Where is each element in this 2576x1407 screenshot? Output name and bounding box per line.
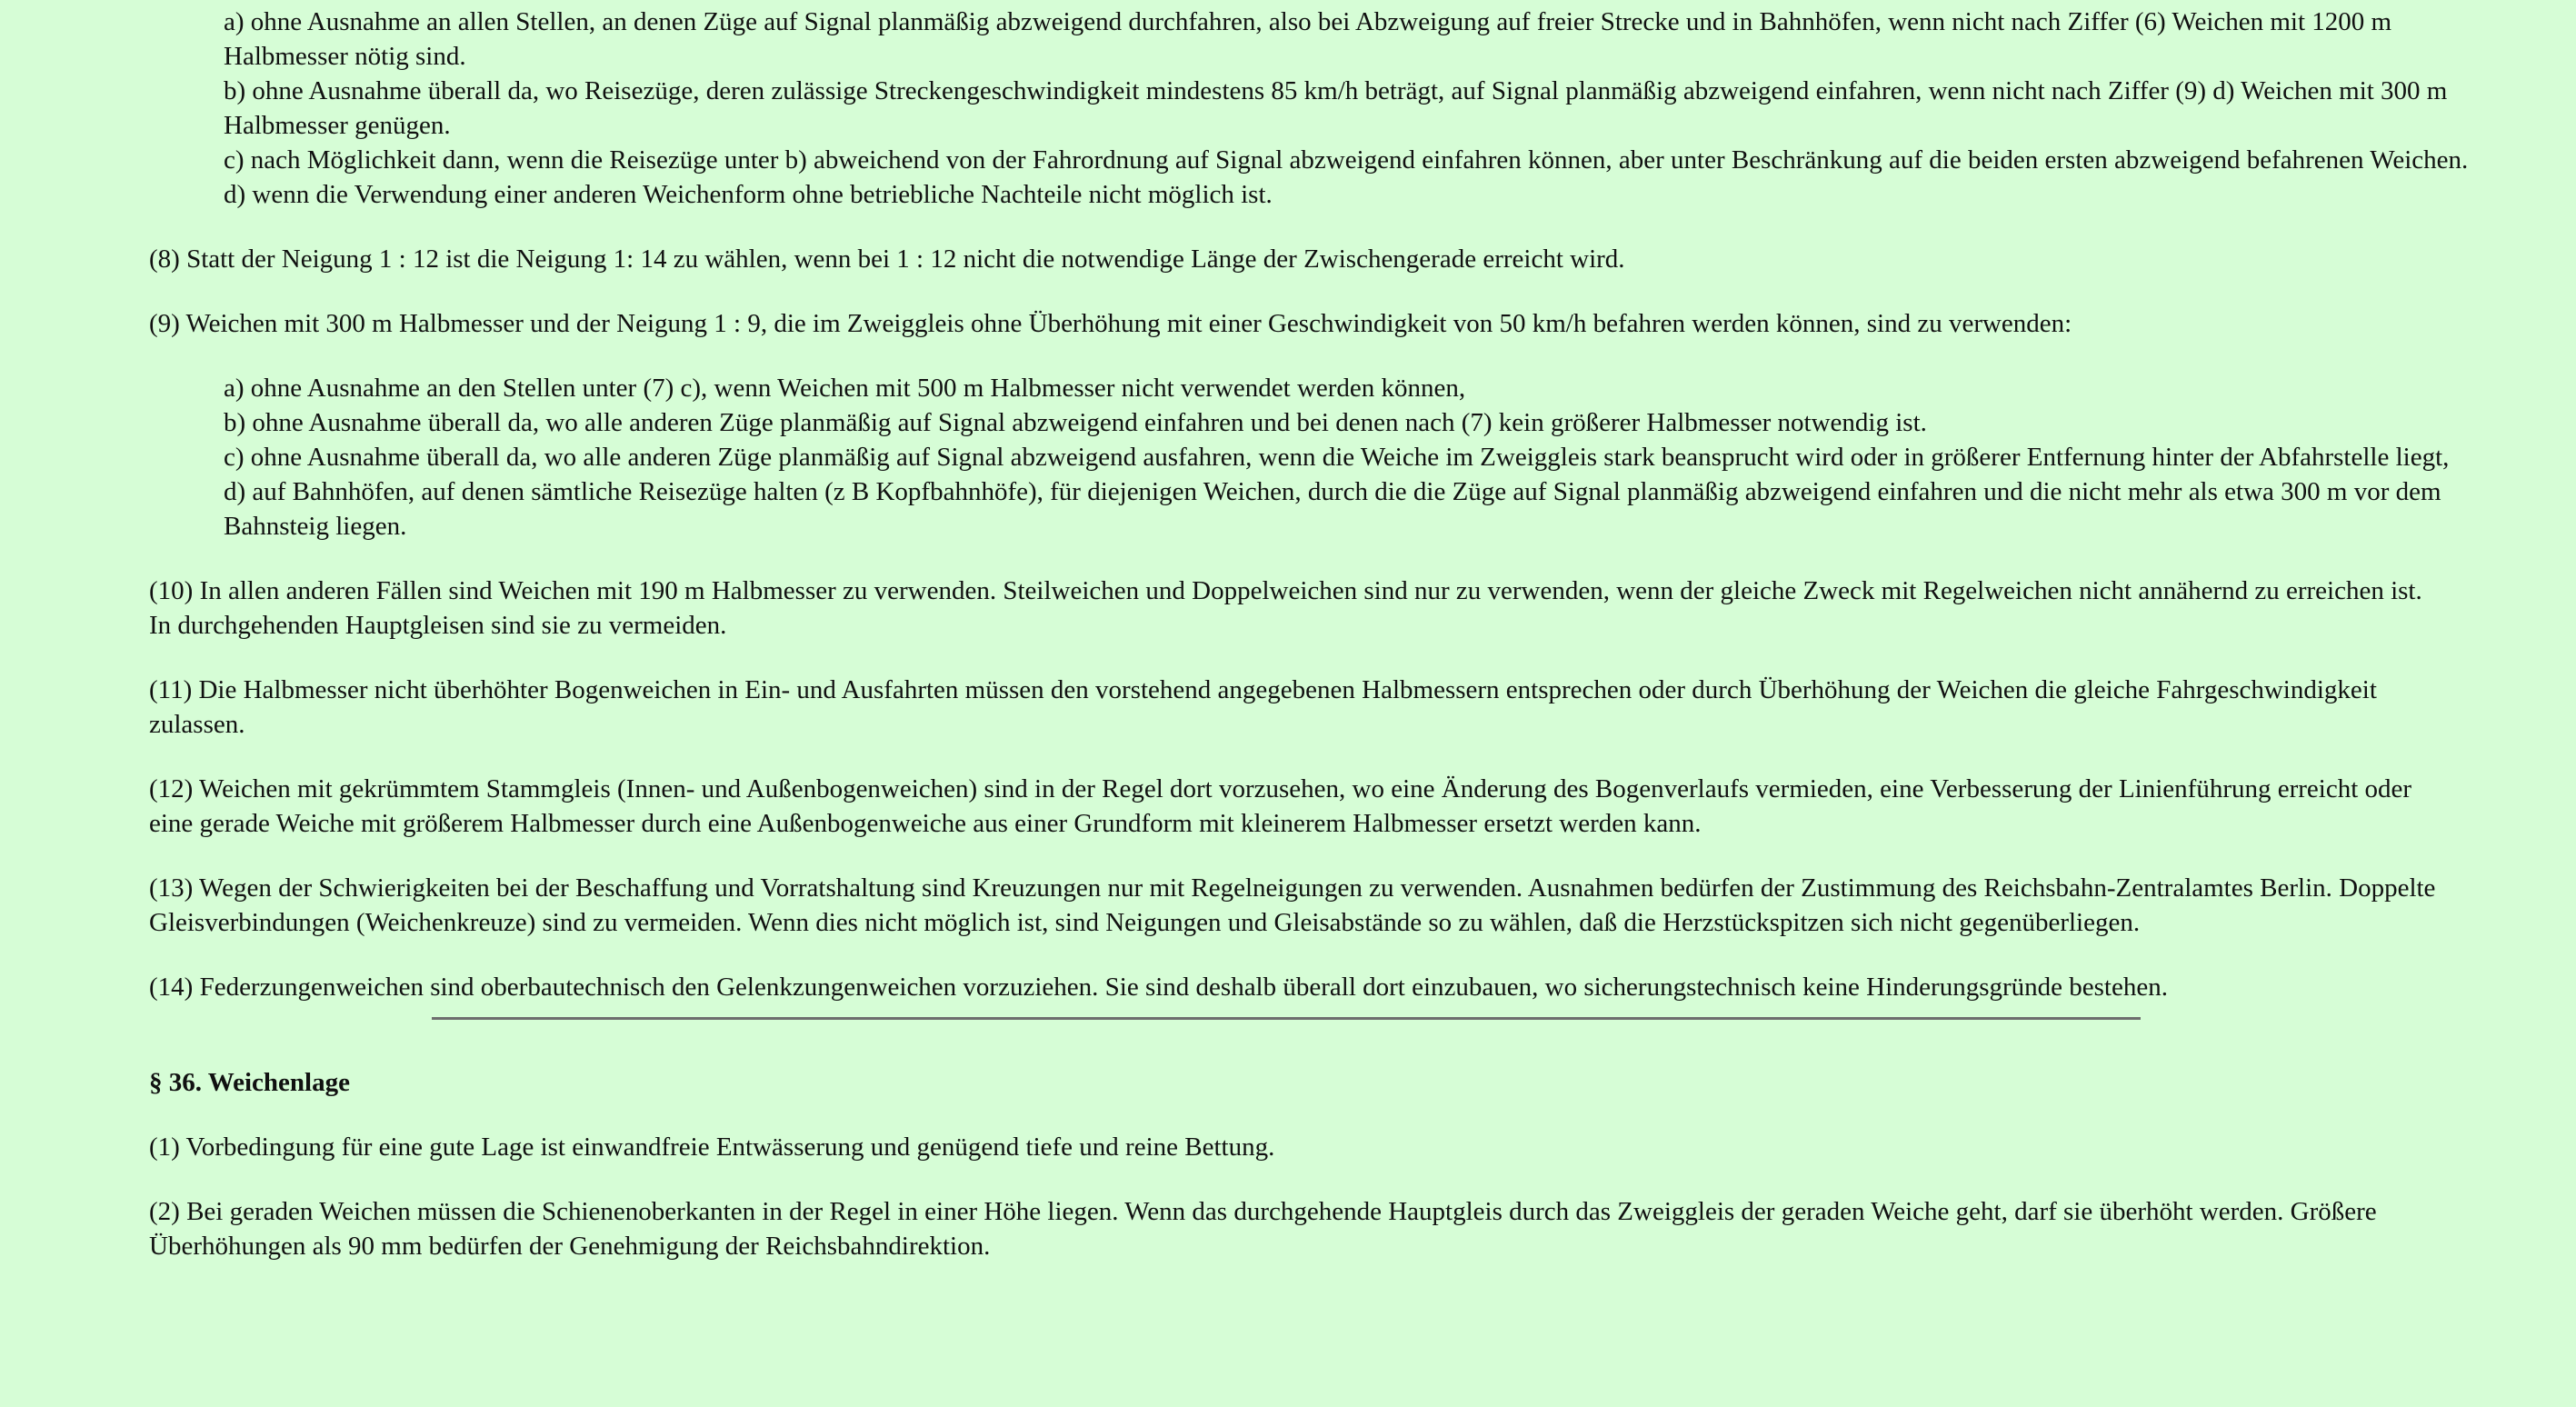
list-item-9b: b) ohne Ausnahme überall da, wo alle anderen Züge planmäßig auf Signal abzweigend einfahren und bei denen nach (7) kein größerer Halbmesser notwendig ist. — [224, 408, 1927, 437]
section-36-paragraph-1: (1) Vorbedingung für eine gute Lage ist einwandfreie Entwässerung und genügend tiefe und reine Bettung. — [149, 1133, 1275, 1162]
paragraph-10: (10) In allen anderen Fällen sind Weichen mit 190 m Halbmesser zu verwenden. Steilweichen und Doppelweichen sind nur zu verwenden, wenn der gleiche Zweck mit Regelweichen nicht annähernd zu erreichen ist. In durchgehenden Hauptgleisen sind sie zu vermeiden. — [149, 576, 2422, 640]
list-item-7b: b) ohne Ausnahme überall da, wo Reisezüge, deren zulässige Streckengeschwindigkeit mindestens 85 km/h beträgt, auf Signal planmäßig abzweigend einfahren, wenn nicht nach Ziffer (9) d) Weichen mit 300 m Halbmesser genügen. — [224, 76, 2448, 140]
list-item-7c: c) nach Möglichkeit dann, wenn die Reisezüge unter b) abweichend von der Fahrordnung auf Signal abzweigend einfahren können, aber unter Beschränkung auf die beiden ersten abzweigend befahrenen Weichen. — [224, 145, 2469, 175]
paragraph-13: (13) Wegen der Schwierigkeiten bei der Beschaffung und Vorratshaltung sind Kreuzungen nur mit Regelneigungen zu verwenden. Ausnahmen bedürfen der Zustimmung des Reichsbahn-Zentralamtes Berlin. Doppelte Gleisverbindungen (Weichenkreuze) sind zu vermeiden. Wenn dies nicht möglich ist, sind Neigungen und Gleisabstände so zu wählen, daß die Herzstückspitzen sich nicht gegenüberliegen. — [149, 873, 2436, 937]
list-paragraph-7 — [224, 5, 2514, 212]
paragraph-14: (14) Federzungenweichen sind oberbautechnisch den Gelenkzungenweichen vorzuziehen. Sie sind deshalb überall dort einzubauen, wo sicherungstechnisch keine Hinderungsgründe bestehen. — [149, 973, 2168, 1002]
list-item-9c: c) ohne Ausnahme überall da, wo alle anderen Züge planmäßig auf Signal abzweigend ausfahren, wenn die Weiche im Zweiggleis stark beansprucht wird oder in größerer Entfernung hinter der Abfahrstelle liegt, — [224, 443, 2450, 472]
paragraph-12: (12) Weichen mit gekrümmtem Stammgleis (Innen- und Außenbogenweichen) sind in der Regel dort vorzusehen, wo eine Änderung des Bogenverlaufs vermieden, eine Verbesserung der Linienführung erreicht oder eine gerade Weiche mit größerem Halbmesser durch eine Außenbogenweiche aus einer Grundform mit kleinerem Halbmesser ersetzt werden kann. — [149, 774, 2412, 838]
list-item-7a: a) ohne Ausnahme an allen Stellen, an denen Züge auf Signal planmäßig abzweigend durchfahren, also bei Abzweigung auf freier Strecke und in Bahnhöfen, wenn nicht nach Ziffer (6) Weichen mit 1200 m Halbmesser nötig sind. — [224, 7, 2392, 71]
section-36-paragraph-2: (2) Bei geraden Weichen müssen die Schienenoberkanten in der Regel in einer Höhe liegen. Wenn das durchgehende Hauptgleis durch das Zweiggleis der geraden Weiche geht, darf sie überhöht werden. Größere Überhöhungen als 90 mm bedürfen der Genehmigung der Reichsbahndirektion. — [149, 1197, 2377, 1261]
list-item-9a: a) ohne Ausnahme an den Stellen unter (7) c), wenn Weichen mit 500 m Halbmesser nicht verwendet werden können, — [224, 374, 1466, 403]
list-paragraph-9 — [224, 371, 2514, 544]
section-heading: § 36. Weichenlage — [149, 1068, 350, 1097]
list-item-9d: d) auf Bahnhöfen, auf denen sämtliche Reisezüge halten (z B Kopfbahnhöfe), für diejenigen Weichen, durch die die Züge auf Signal planmäßig abzweigend einfahren und die nicht mehr als etwa 300 m vor dem Bahnsteig liegen. — [224, 477, 2441, 541]
paragraph-11: (11) Die Halbmesser nicht überhöhter Bogenweichen in Ein- und Ausfahrten müssen den vorstehend angegebenen Halbmessern entsprechen oder durch Überhöhung der Weichen die gleiche Fahrgeschwindigkeit zulassen. — [149, 675, 2377, 739]
paragraph-9: (9) Weichen mit 300 m Halbmesser und der Neigung 1 : 9, die im Zweiggleis ohne Überhöhung mit einer Geschwindigkeit von 50 km/h befahren werden können, sind zu verwenden: — [149, 309, 2072, 338]
list-item-7d: d) wenn die Verwendung einer anderen Weichenform ohne betriebliche Nachteile nicht möglich ist. — [224, 180, 1273, 209]
document-content — [149, 5, 2469, 1263]
paragraph-8: (8) Statt der Neigung 1 : 12 ist die Neigung 1: 14 zu wählen, wenn bei 1 : 12 nicht die notwendige Länge der Zwischengerade erreicht wird. — [149, 244, 1625, 274]
